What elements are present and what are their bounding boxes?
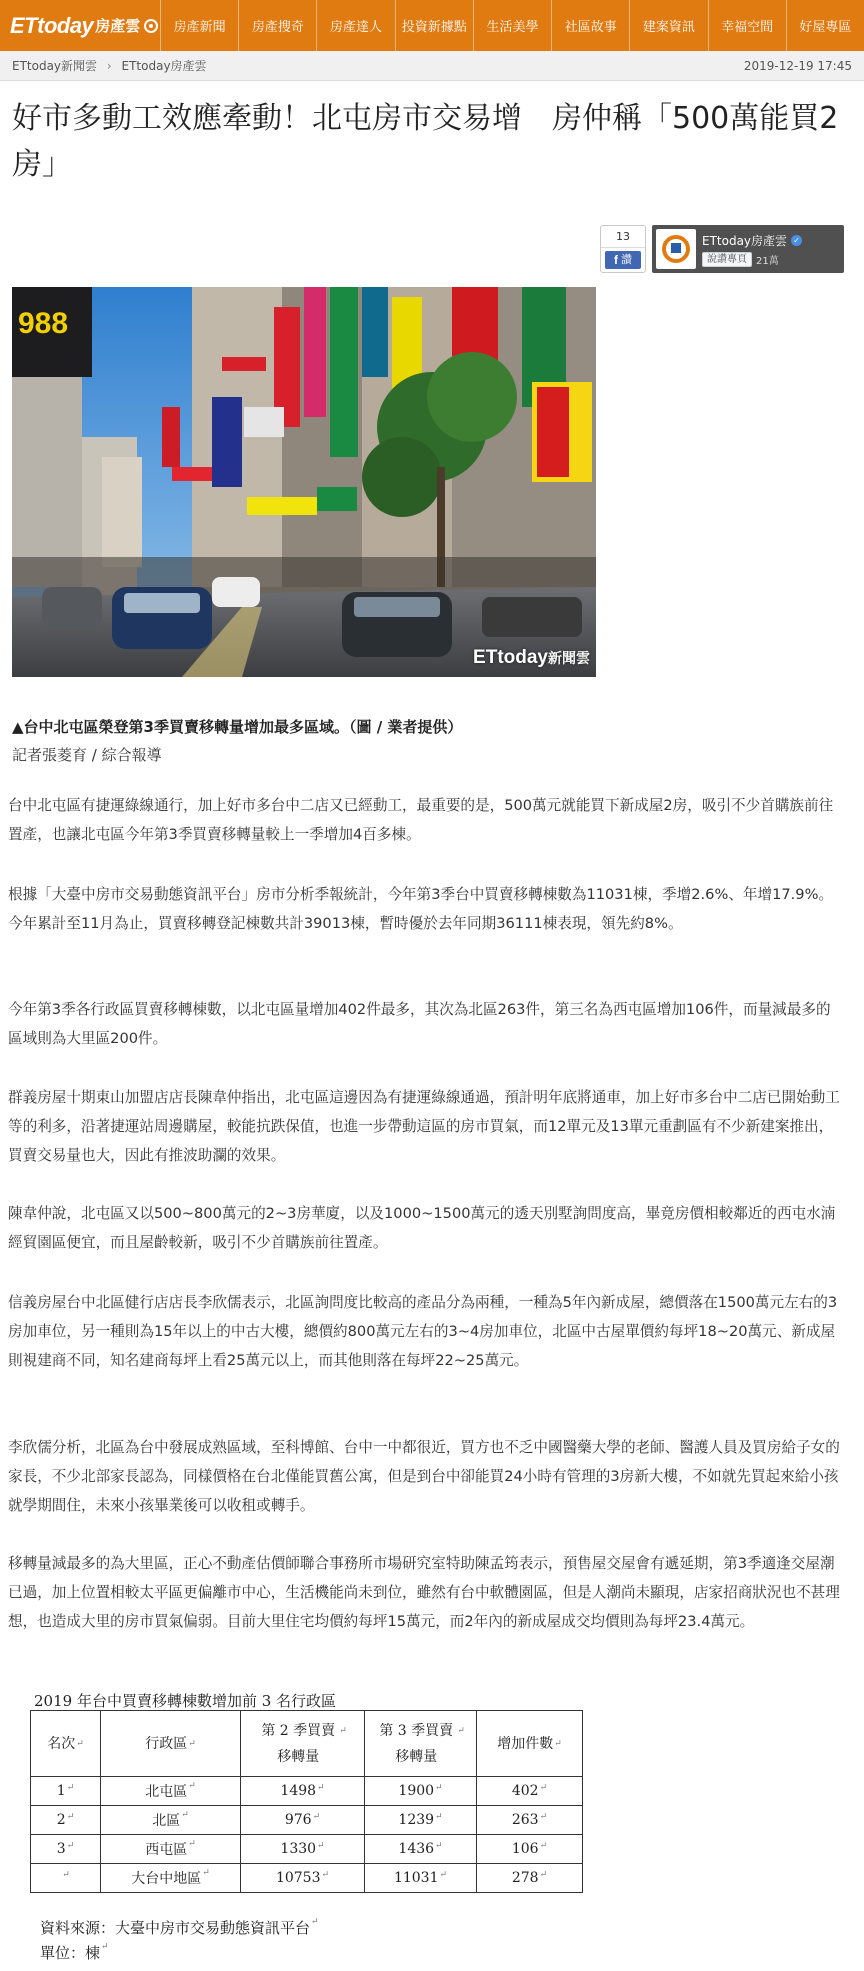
table-cell: 1330↵ — [241, 1835, 365, 1864]
nav-item[interactable]: 房產新聞 — [160, 0, 238, 51]
reporter-byline: 記者張菱育 / 綜合報導 — [12, 746, 162, 764]
article-title: 好市多動工效應牽動！北屯房市交易增 房仲稱「500萬能買2房」 — [12, 101, 839, 182]
article-paragraph: 李欣儒分析，北區為台中發展成熟區域，至科博館、台中一中都很近，買方也不乏中國醫藥大學的老師、醫護人員及買房給子女的家長，不少北部家長認為，同樣價格在台北僅能買舊公寓，但是到台中卻能買24小時有管理的3房新大樓，不如就先買起來給小孩就學期間住，未來小孩畢業後可以收租或轉手。 — [8, 1439, 840, 1514]
nav-menu — [160, 0, 864, 51]
nav-item[interactable]: 房產達人 — [316, 0, 394, 51]
table-cell: 西屯區↵ — [101, 1835, 241, 1864]
breadcrumb-link-house[interactable]: ETtoday房產雲 — [121, 59, 207, 73]
table-cell: 1↵ — [31, 1777, 101, 1806]
table-cell: 402↵ — [477, 1777, 583, 1806]
table-row — [31, 1806, 583, 1835]
table-unit: 單位：棟↵ — [40, 1942, 109, 1962]
page-like-count: 21萬 — [756, 255, 779, 267]
table-cell: 3↵ — [31, 1835, 101, 1864]
logo-text: ETtoday — [10, 12, 94, 38]
top-navbar — [0, 0, 864, 51]
nav-item[interactable]: 生活美學 — [473, 0, 551, 51]
table-cell: 278↵ — [477, 1864, 583, 1893]
table-cell: 10753↵ — [241, 1864, 365, 1893]
fb-like-count: 13 — [601, 226, 645, 248]
table-header-cell: 名次↵ — [31, 1711, 101, 1777]
fb-page-card[interactable] — [652, 225, 844, 273]
fb-like-label: 讚 — [621, 253, 632, 266]
nav-item[interactable]: 建案資訊 — [629, 0, 707, 51]
table-cell: ↵ — [31, 1864, 101, 1893]
table-cell: 1900↵ — [365, 1777, 477, 1806]
nav-item[interactable]: 幸福空間 — [708, 0, 786, 51]
table-cell: 1436↵ — [365, 1835, 477, 1864]
logo-subtext: 房產雲 — [95, 18, 141, 35]
table-cell: 976↵ — [241, 1806, 365, 1835]
table-cell: 2↵ — [31, 1806, 101, 1835]
article-paragraph: 根據「大臺中房市交易動態資訊平台」房市分析季報統計，今年第3季台中買賣移轉棟數為11031棟，季增2.6%、年增17.9%。今年累計至11月為止，買賣移轉登記棟數共計39013棟，暫時優於去年同期36111棟表現，領先約8%。 — [8, 886, 834, 932]
table-cell: 106↵ — [477, 1835, 583, 1864]
publish-date: 2019-12-19 17:45 — [743, 58, 852, 73]
article-paragraph: 陳韋仲說，北屯區又以500~800萬元的2~3房華廈，以及1000~1500萬元的透天別墅詢問度高，畢竟房價相較鄰近的西屯水湳經貿園區便宜，而且屋齡較新，吸引不少首購族前往置產。 — [8, 1205, 836, 1251]
table-cell: 北屯區↵ — [101, 1777, 241, 1806]
transfer-table — [30, 1710, 583, 1893]
nav-item[interactable]: 社區故事 — [551, 0, 629, 51]
table-cell: 11031↵ — [365, 1864, 477, 1893]
table-cell: 北區↵ — [101, 1806, 241, 1835]
house-logo-icon — [662, 235, 690, 263]
table-row — [31, 1777, 583, 1806]
breadcrumb-chevron-icon: › — [106, 59, 112, 73]
table-cell: 大台中地區↵ — [101, 1864, 241, 1893]
breadcrumb — [12, 57, 207, 74]
page-name: ETtoday房產雲 — [702, 233, 788, 248]
nav-item[interactable]: 好屋專區 — [786, 0, 864, 51]
table-cell: 1498↵ — [241, 1777, 365, 1806]
site-logo[interactable] — [0, 0, 160, 51]
photo-watermark: ETtoday新聞雲 — [473, 647, 590, 668]
verified-check-icon: ✓ — [791, 235, 802, 246]
nav-item[interactable]: 房產搜奇 — [238, 0, 316, 51]
article-paragraph: 移轉量減最多的為大里區，正心不動產估價師聯合事務所市場研究室特助陳孟筠表示，預售屋交屋會有遞延期，第3季適逢交屋潮已過，加上位置相較太平區更偏離市中心，生活機能尚未到位，雖然有台中軟體園區，但是人潮尚未顯現，店家招商狀況也不甚理想，也造成大里的房市買氣偏弱。目前大里住宅均價約每坪15萬元，而2年內的新成屋成交均價則為每坪23.4萬元。 — [8, 1555, 840, 1630]
table-row — [31, 1835, 583, 1864]
table-header-cell: 增加件數↵ — [477, 1711, 583, 1777]
fb-like-widget — [600, 225, 646, 273]
facebook-icon: f — [614, 253, 618, 267]
svg-text:988: 988 — [18, 307, 69, 340]
fb-like-button[interactable] — [605, 251, 641, 269]
article-photo — [12, 287, 596, 677]
table-header-cell: 行政區↵ — [101, 1711, 241, 1777]
logo-mark-icon — [144, 19, 158, 33]
article-paragraph: 今年第3季各行政區買賣移轉棟數，以北屯區量增加402件最多，其次為北區263件，第三名為西屯區增加106件，而量減最多的區域則為大里區200件。 — [8, 1001, 831, 1047]
breadcrumb-bar — [0, 51, 864, 81]
table-title: 2019 年台中買賣移轉棟數增加前 3 名行政區 — [34, 1692, 337, 1710]
table-cell: 1239↵ — [365, 1806, 477, 1835]
page-avatar — [656, 229, 696, 269]
article-paragraph: 台中北屯區有捷運綠線通行，加上好市多台中二店又已經動工，最重要的是，500萬元就能買下新成屋2房，吸引不少首購族前往置產，也讓北屯區今年第3季買賣移轉量較上一季增加4百多棟。 — [8, 797, 834, 843]
nav-item[interactable]: 投資新據點 — [395, 0, 473, 51]
photo-caption: ▲台中北屯區榮登第3季買賣移轉量增加最多區域。（圖 / 業者提供） — [12, 718, 463, 736]
page-like-button[interactable]: 說讚專頁 — [702, 252, 752, 267]
breadcrumb-link-ettoday[interactable]: ETtoday新聞雲 — [12, 59, 98, 73]
article-paragraph: 群義房屋十期東山加盟店店長陳韋仲指出，北屯區這邊因為有捷運綠線通過，預計明年底將通車，加上好市多台中二店已開始動工等的利多，沿著捷運站周邊購屋，較能抗跌保值，也進一步帶動這區的房市買氣，而12單元及13單元重劃區有不少新建案推出，買賣交易量也大，因此有推波助瀾的效果。 — [8, 1089, 840, 1164]
table-header-cell: 第 2 季買賣移轉量↵ — [241, 1711, 365, 1777]
article-paragraph: 信義房屋台中北區健行店店長李欣儒表示，北區詢問度比較高的產品分為兩種，一種為5年內新成屋，總價落在1500萬元左右的3房加車位，另一種則為15年以上的中古大樓，總價約800萬元左右的3~4房加車位，北區中古屋單價約每坪18~20萬元、新成屋則視建商不同，知名建商每坪上看25萬元以上，而其他則落在每坪22~25萬元。 — [8, 1294, 838, 1369]
table-header-row — [31, 1711, 583, 1777]
street-scene-image — [12, 287, 596, 677]
table-cell: 263↵ — [477, 1806, 583, 1835]
table-header-cell: 第 3 季買賣移轉量↵ — [365, 1711, 477, 1777]
table-source: 資料來源：大臺中房市交易動態資訊平台↵ — [40, 1917, 319, 1937]
table-row — [31, 1864, 583, 1893]
